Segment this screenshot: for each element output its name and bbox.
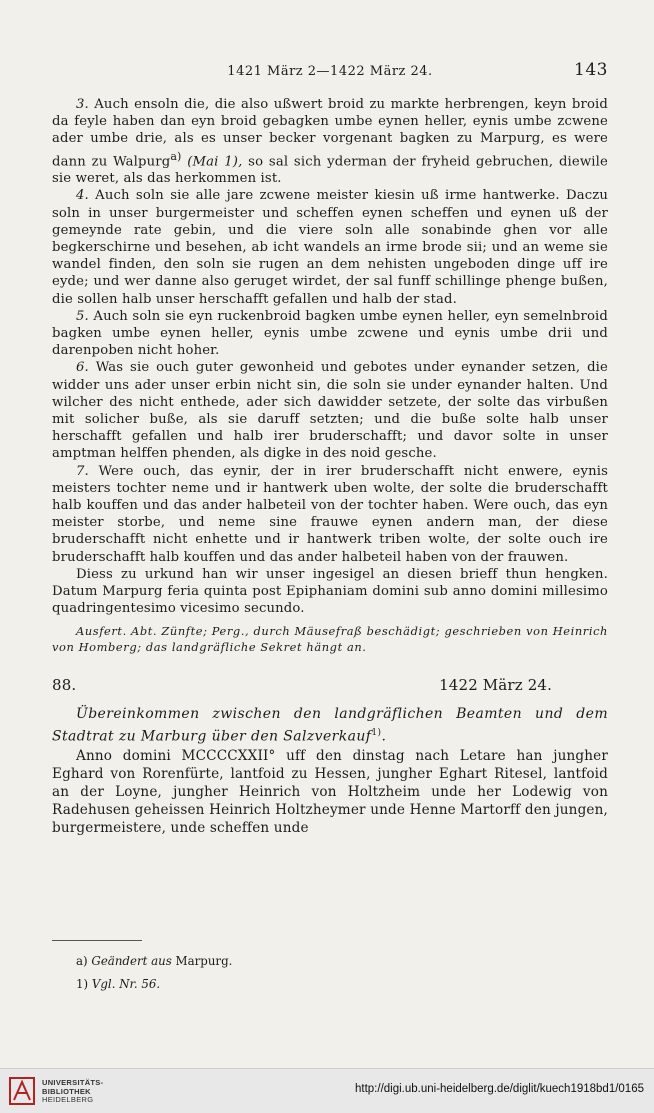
document-number: 88. (52, 676, 77, 695)
footnote-text: Marpurg. (171, 954, 233, 968)
title-end: . (381, 729, 387, 746)
logo-line: BIBLIOTHEK (42, 1086, 91, 1096)
permalink-url[interactable]: http://digi.ub.uni-heidelberg.de/diglit/kuech1918bd1/0165 (355, 1083, 644, 1095)
footnote-mark: 1) (76, 977, 89, 991)
provenance-note: Ausfert. Abt. Zünfte; Perg., durch Mäusefraß beschädigt; geschrieben von Heinrich von Homberg; das landgräfliche Sekret hängt an. (52, 624, 608, 655)
document-date: 1422 März 24. (439, 676, 552, 695)
heidelberg-logo-icon (8, 1075, 38, 1107)
footnote-divider (52, 940, 142, 941)
footnote-italic: Geändert aus (91, 954, 172, 968)
paragraph-text: Was sie ouch guter gewonheid und gebotes under eynander setzen, die widder uns ader unser erbin nicht sin, die soln sie under eynander halten. Und wilcher des nicht enthede, ader sich dawidder setzete, der solte das virbußen mit solicher buße, als sie daruff setzten; und die buße solte halb unser herschafft gefallen und halb irer bruderschafft; und davor solte in unser amptman helffen phenden, als digke in des noid gesche. (52, 360, 608, 462)
running-title: 1421 März 2—1422 März 24. (227, 64, 433, 79)
footnote-mark: a) (76, 954, 88, 968)
paragraph-text: Auch soln sie alle jare zcwene meister kiesin uß irme hantwerke. Daczu soln in unser burgermeister und scheffen eynen scheffen und eynen uß der gemeynde rate gebin, und die viere soln alle sonabinde ghen vor alle begkerschirne und besehen, ab icht wandels an irme brode sii; und an weme sie wandel finden, den soln sie rugen an dem nehisten ungeboden dinge uff ire eyde; und wer danne also geruget wirdet, der sal funff schillinge phenge bußen, die sollen halb unser herschafft gefallen und halb der stad. (52, 188, 608, 307)
paragraph-4 (52, 187, 608, 307)
document-text: Anno domini MCCCCXXII° uff den dinstag nach Letare han jungher Eghard von Rorenfürte, lantfoid zu Hessen, jungher Eghart Ritesel, lantfoid an der Loyne, jungher Heinrich von Holtzheim unde her Lodewig von Radehusen geheissen Heinrich Holtzheymer unde Henne Martorff den jungen, burgermeistere, unde scheffen unde (52, 748, 608, 837)
article-number: 3. (76, 97, 89, 112)
logo-text (42, 1079, 103, 1105)
viewer-footer-bar (0, 1068, 654, 1113)
paragraph-text-tail: so sal sich yderman der fryheid gebruchen, diewile sie weret, als das herkommen ist. (52, 154, 608, 187)
footnotes (76, 950, 596, 996)
paragraph-text: Auch soln sie eyn ruckenbroid bagken umbe eynen heller, eyn semelnbroid bagken umbe eynen heller, eynis umbe zcwene und eynis umbe drii und darenpoben nicht hoher. (52, 308, 608, 359)
page-body (52, 96, 608, 837)
footnote-a (76, 950, 596, 973)
library-logo[interactable] (8, 1075, 138, 1107)
closing-paragraph (52, 566, 608, 618)
page-number: 143 (574, 60, 608, 80)
paragraph-6 (52, 359, 608, 462)
date-note: (Mai 1), (187, 154, 243, 169)
article-number: 5. (76, 308, 89, 324)
paragraph-text: Auch ensoln die, die also ußwert broid zu markte herbrengen, keyn broid da feyle haben dan eyn broid gebagken umbe eynen heller, eynis umbe zcwene ader umbe drie, als es unser becker vorgenant bagken zu Marpurg, es were dann zu Walpurg (52, 97, 608, 169)
article-number: 7. (76, 463, 89, 479)
paragraph-7 (52, 463, 608, 566)
paragraph-5 (52, 308, 608, 360)
logo-line: UNIVERSITÄTS- (42, 1078, 104, 1087)
logo-line: HEIDELBERG (42, 1095, 94, 1104)
article-number: 6. (76, 360, 89, 376)
footnote-ref: 1) (371, 728, 382, 739)
paragraph-text: Diess zu urkund han wir unser ingesigel an diesen brieff thun hengken. Datum Marpurg feria quinta post Epiphaniam domini sub anno domini millesimo quadringentesimo vicesimo secundo. (52, 566, 608, 617)
footnote-italic: Vgl. Nr. 56. (91, 977, 161, 991)
article-number: 4. (76, 188, 89, 204)
document-title-text: Übereinkommen zwischen den landgräflichen Beamten und dem Stadtrat zu Marburg über den Salzverkauf (52, 706, 608, 746)
footnote-1 (76, 973, 596, 996)
paragraph-3 (52, 96, 608, 187)
footnote-ref: a) (170, 149, 182, 163)
document-heading (52, 677, 608, 699)
paragraph-text: Were ouch, das eynir, der in irer bruderschafft nicht enwere, eynis meisters tochter neme und ir hantwerk uben wolte, der solte die bruderschafft halb kouffen und das ander halbeteil von der tochter haben. Were ouch, das eyn meister storbe, und neme sine frauwe eynen andern man, der diese bruderschafft nicht enhette und ir hantwerk triben wolte, der solte ouch ire bruderschafft halb kouffen und das ander halbeteil haben von der frauwen. (52, 463, 608, 565)
document-title (52, 705, 608, 747)
